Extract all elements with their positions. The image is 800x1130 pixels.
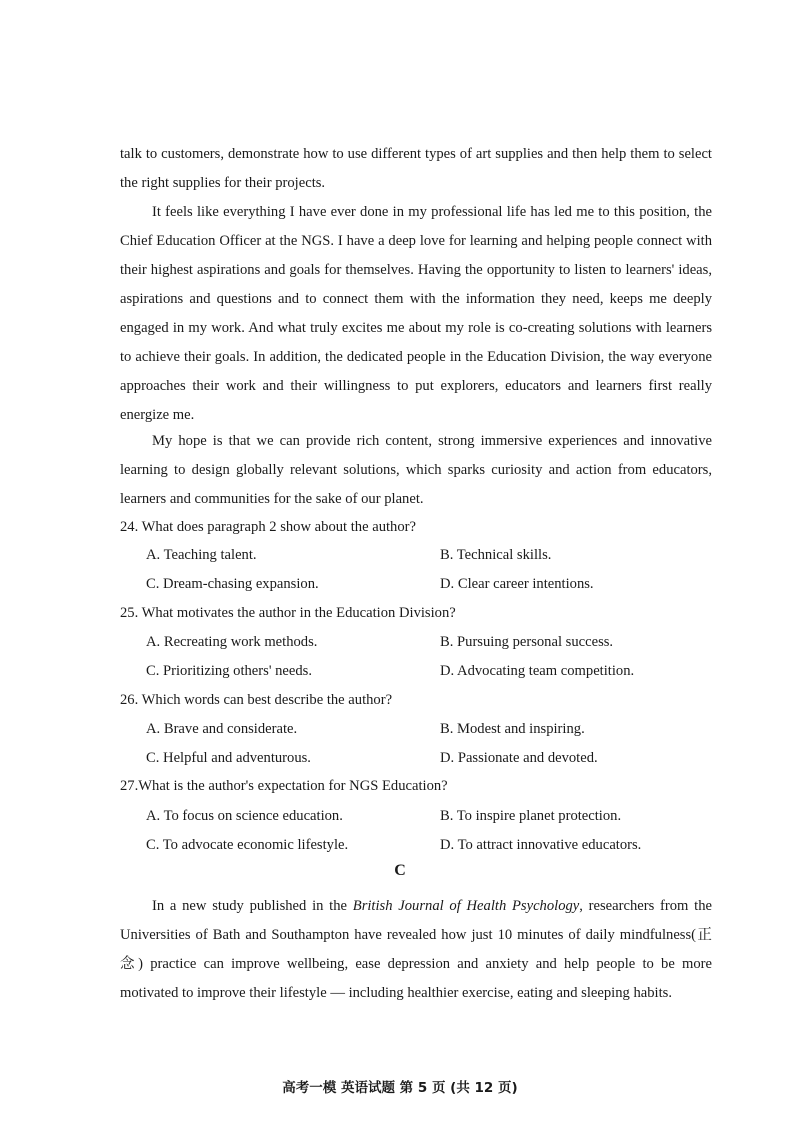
question-24-option-b: B. Technical skills. [440,547,552,563]
question-25-option-b: B. Pursuing personal success. [440,634,614,650]
passage-b-paragraph-2: It feels like everything I have ever done in my professional life has led me to this position, the Chief Education Officer at the NGS. I have a deep love for learning and helping people connect with their highest aspirations and goals for themselves. Having the opportunity to listen to learners' ideas, aspirations and questions and to connect them with the information they need, keeps me deeply engaged in my work. And what truly excites me about my role is co-creating solutions with learners to achieve their goals. In addition, the dedicated people in the Education Division, the way everyone approaches their work and their willingness to put explorers, educators and learners first really energize me. [120,204,712,423]
question-24-stem: 24. What does paragraph 2 show about the author? [120,519,416,535]
passage-c-intro: In a new study published in the [152,898,353,914]
question-26-option-d: D. Passionate and devoted. [440,750,598,766]
question-25-option-a: A. Recreating work methods. [146,634,318,650]
question-24-option-c: C. Dream-chasing expansion. [146,576,319,592]
passage-b-paragraph-1-tail: talk to customers, demonstrate how to use different types of art supplies and then help them to select the right supplies for their projects. [120,146,712,191]
question-26-option-b: B. Modest and inspiring. [440,721,585,737]
question-25-option-d: D. Advocating team competition. [440,663,635,679]
question-25-stem: 25. What motivates the author in the Education Division? [120,605,456,621]
journal-title: British Journal of Health Psychology [352,898,580,914]
question-26-option-c: C. Helpful and adventurous. [146,750,311,766]
question-27-option-b: B. To inspire planet protection. [440,808,622,824]
section-c-heading: C [394,862,406,879]
question-24-option-a: A. Teaching talent. [146,547,257,563]
question-24-option-d: D. Clear career intentions. [440,576,594,592]
page-footer: 高考一模 英语试题 第 5 页 (共 12 页) [282,1080,518,1096]
passage-b-paragraph-3: My hope is that we can provide rich content, strong immersive experiences and innovative learning to design globally relevant solutions, which sparks curiosity and action from educators, learners and communities for the sake of our planet. [120,433,712,507]
question-27-option-a: A. To focus on science education. [146,808,343,824]
question-27-option-d: D. To attract innovative educators. [440,837,642,853]
passage-c-rest: , researchers from the Universities of Bath and Southampton have revealed how just 10 minutes of daily mindfulness(正念) practice can improve wellbeing, ease depression and anxiety and help people to be more motivated to improve their lifestyle — including healthier exercise, eating and sleeping habits. [120,898,712,1001]
question-25-option-c: C. Prioritizing others' needs. [146,663,312,679]
question-26-option-a: A. Brave and considerate. [146,721,298,737]
passage-c-paragraph-1 [120,892,712,1008]
question-27-stem: 27.What is the author's expectation for NGS Education? [120,778,448,794]
question-27-option-c: C. To advocate economic lifestyle. [146,837,349,853]
question-26-stem: 26. Which words can best describe the author? [120,692,393,708]
